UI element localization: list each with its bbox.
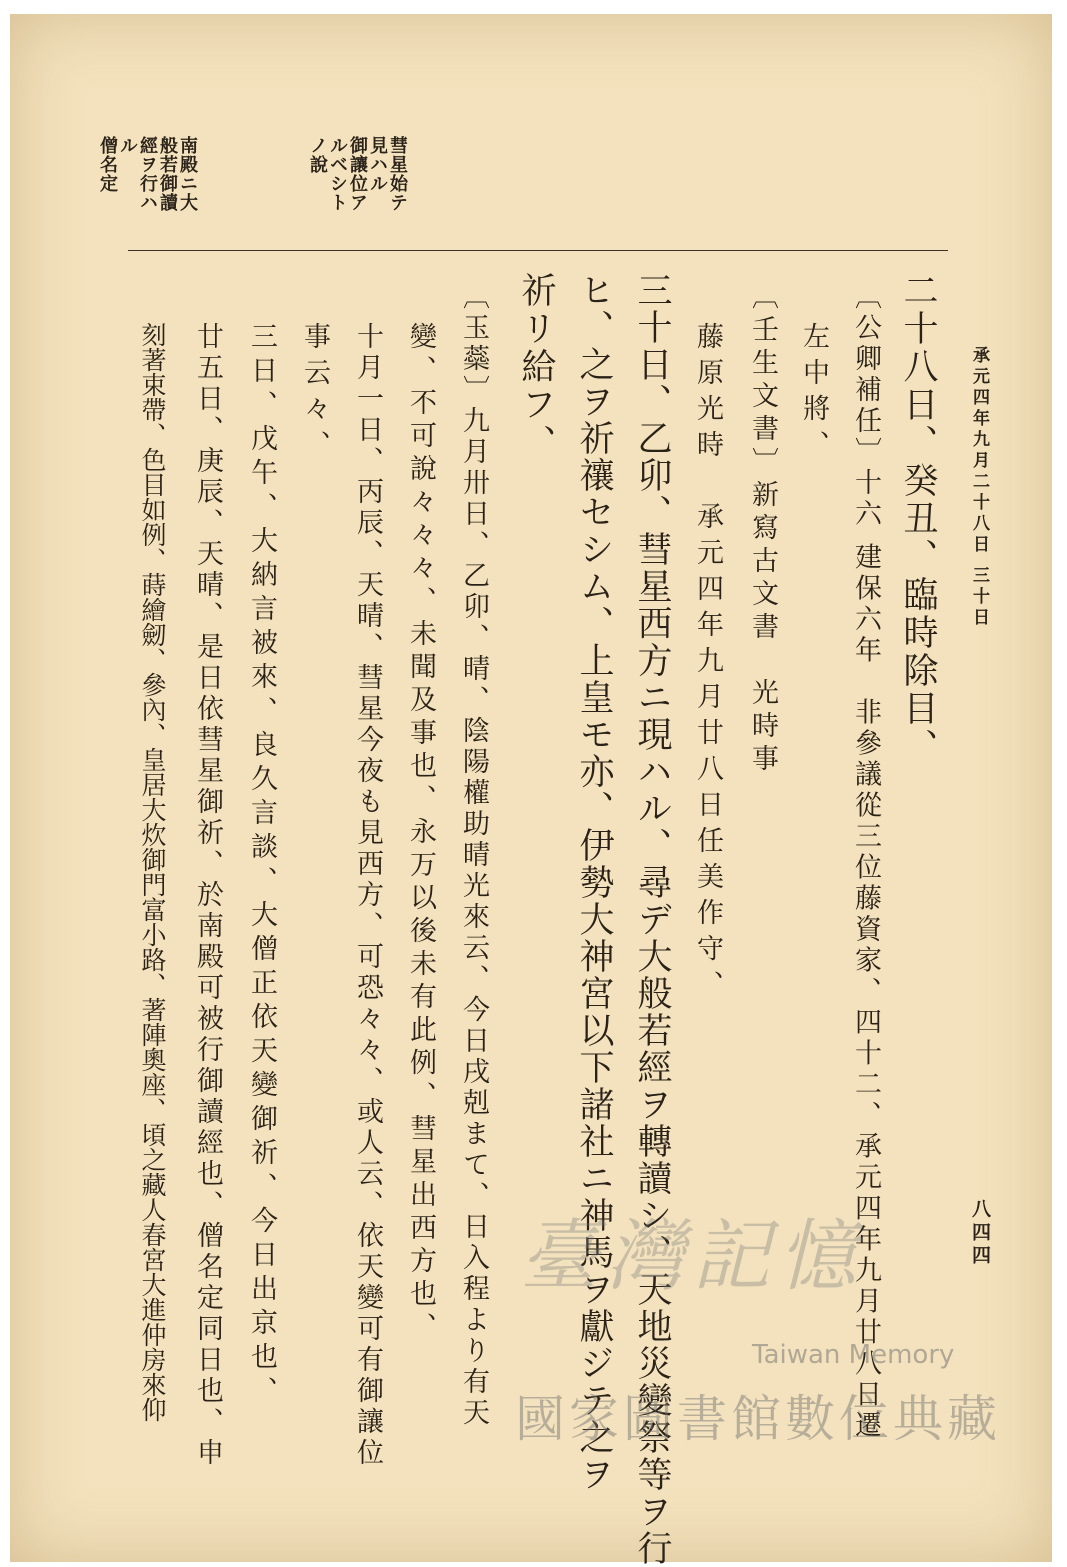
page-number: 八四四 <box>969 1199 991 1268</box>
citation-gyokuzui: 〔玉蘂〕九月卅日、乙卯、晴、陰陽權助晴光來云、今日戌剋まて、日入程より有天 <box>458 282 489 1429</box>
text-line: 刻著束帶、色目如例、蒔繪劒、參內、皇居大炊御門富小路、著陣奧座、頃之藏人春宮大進仲房來仰 <box>138 322 167 1422</box>
watermark-chinese: 國家圖書館數位典藏 <box>515 1390 1001 1448</box>
sidenote-line: 僧名定 <box>97 136 118 193</box>
text-line: 廿五日、庚辰、天晴、是日依彗星御祈、於南殿可被行御讀經也、僧名定同日也、申 <box>192 322 223 1469</box>
text-line: ヒ、之ヲ祈禳セシム、上皇モ亦、伊勢大神宮以下諸社ニ神馬ヲ獻ジテ之ヲ <box>574 272 614 1493</box>
sidenote-line: 彗星始テ <box>387 136 408 212</box>
sidenote-line: 南殿ニ大 <box>177 136 198 212</box>
text-line: 藤原光時 承元四年九月廿八日任美作守、 <box>692 322 723 1006</box>
text-line: 事云々、 <box>299 322 330 466</box>
sidenote-line: ル <box>117 136 138 155</box>
sidenote-line: 經ヲ行ハ <box>137 136 158 212</box>
text-line: 十月一日、丙辰、天晴、彗星今夜も見西方、可恐々々、或人云、依天變可有御讓位 <box>352 322 383 1469</box>
text-line: 祈リ給フ、 <box>516 272 556 462</box>
sidenote-line: ノ說 <box>307 136 328 174</box>
text-line: 左中將、 <box>798 322 829 466</box>
sidenote-line: 見ハル <box>367 136 388 193</box>
sidenote-line: ルベシト <box>327 136 348 212</box>
citation-mibu-monjo: 〔壬生文書〕新寫古文書 光時事 <box>747 282 778 777</box>
text-line: 變、不可說々々々、未聞及事也、永万以後未有此例、彗星出西方也、 <box>405 322 436 1345</box>
watermark-logo: 臺灣記憶 <box>520 1212 865 1302</box>
sidenote-line: 御讓位ア <box>347 136 368 212</box>
watermark-english: Taiwan Memory <box>752 1340 955 1370</box>
sidenote-line: 般若御讀 <box>157 136 178 212</box>
citation-kugyo-bunin: 〔公卿補任〕十六 建保六年 非參議從三位藤資家、四十二、承元四年九月廿八日遷 <box>850 282 881 1442</box>
header-rule <box>128 250 948 251</box>
entry-heading-30: 三十日、乙卯、彗星西方ニ現ハル、尋デ大般若經ヲ轉讀シ、天地災變祭等ヲ行 <box>632 272 672 1567</box>
text-line: 三日、戊午、大納言被來、良久言談、大僧正依天變御祈、今日出京也、 <box>246 322 277 1410</box>
running-head: 承元四年九月二十八日 三十日 <box>969 346 989 629</box>
document-page <box>10 14 1052 1567</box>
entry-heading-28: 二十八日、癸丑、臨時除目、 <box>898 272 938 766</box>
